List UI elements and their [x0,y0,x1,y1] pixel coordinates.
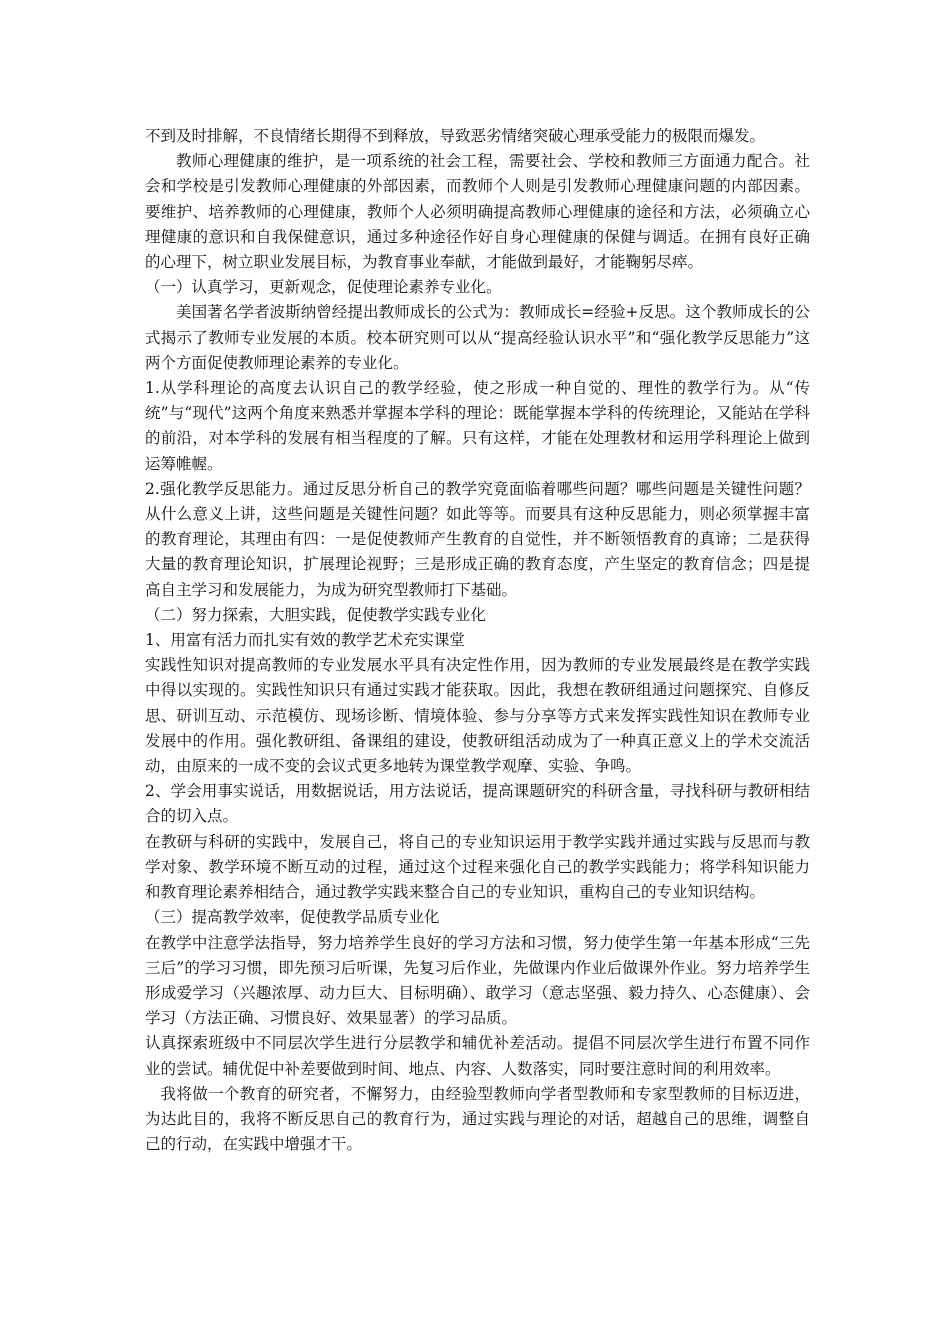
paragraph-research-practice: 在教研与科研的实践中，发展自己，将自己的专业知识运用于教学实践并通过实践与反思而与教学对象、教学环境不断互动的过程，通过这个过程来强化自己的教学实践能力；将学科知识能力和教育理论素养相结合，通过教学实践来整合自己的专业知识，重构自己的专业知识结构。 [145,832,810,902]
paragraph-study-methods: 在教学中注意学法指导，努力培养学生良好的学习方法和习惯，努力使学生第一年基本形成“三先三后”的学习习惯，即先预习后听课，先复习后作业，先做课内作业后做课外作业。努力培养学生形成爱学习（兴趣浓厚、动力巨大、目标明确）、敢学习（意志坚强、毅力持久、心态健康）、会学习（方法正确、习惯良好、效果显著）的学习品质。 [145,933,810,1028]
paragraph-tiered-teaching: 认真探索班级中不同层次学生进行分层教学和辅优补差活动。提倡不同层次学生进行布置不同作业的尝试。辅优促中补差要做到时间、地点、内容、人数落实，同时要注意时间的利用效率。 [145,1034,810,1078]
subheading-2-2: 2、学会用事实说话，用数据说话，用方法说话，提高课题研究的科研含量，寻找科研与教研相结合的切入点。 [145,782,810,826]
section-heading-1: （一）认真学习，更新观念，促使理论素养专业化。 [145,278,502,297]
paragraph-teacher-mental-health: 教师心理健康的维护，是一项系统的社会工程，需要社会、学校和教师三方面通力配合。社会和学校是引发教师心理健康的外部因素，而教师个人则是引发教师心理健康问题的内部因素。要维护、培养教师的心理健康，教师个人必须明确提高教师心理健康的途径和方法，必须确立心理健康的意识和自我保健意识，通过多种途径作好自身心理健康的保健与调适。在拥有良好正确的心理下，树立职业发展目标，为教育事业奉献，才能做到最好，才能鞠躬尽瘁。 [145,152,810,272]
section-heading-2: （二）努力探索，大胆实践，促使教学实践专业化 [145,605,487,624]
paragraph-item-1-theory: 1.从学科理论的高度去认识自己的教学经验，使之形成一种自觉的、理性的教学行为。从“传统”与“现代”这两个角度来熟悉并掌握本学科的理论：既能掌握本学科的传统理论，又能站在学科的前沿，对本学科的发展有相当程度的了解。只有这样，才能在处理教材和运用学科理论上做到运筹帷幄。 [145,379,810,473]
paragraph-conclusion: 我将做一个教育的研究者，不懈努力，由经验型教师向学者型教师和专家型教师的目标迈进，为达此目的，我将不断反思自己的教育行为，通过实践与理论的对话，超越自己的思维，调整自己的行动，在实践中增强才干。 [145,1084,810,1154]
subheading-2-1: 1、用富有活力而扎实有效的教学艺术充实课堂 [145,631,465,650]
paragraph-posner-formula: 美国著名学者波斯纳曾经提出教师成长的公式为：教师成长=经验+反思。这个教师成长的公式揭示了教师专业发展的本质。校本研究则可以从“提高经验认识水平”和“强化教学反思能力”这两个方面促使教师理论素养的专业化。 [145,303,810,372]
paragraph-practical-knowledge: 实践性知识对提高教师的专业发展水平具有决定性作用，因为教师的专业发展最终是在教学实践中得以实现的。实践性知识只有通过实践才能获取。因此，我想在教研组通过问题探究、自修反思、研训互动、示范模仿、现场诊断、情境体验、参与分享等方式来发挥实践性知识在教师专业发展中的作用。强化教研组、备课组的建设，使教研组活动成为了一种真正意义上的学术交流活动，由原来的一成不变的会议式更多地转为课堂教学观摩、实验、争鸣。 [145,656,810,776]
paragraph-continuation: 不到及时排解，不良情绪长期得不到释放，导致恶劣情绪突破心理承受能力的极限而爆发。 [145,127,766,145]
section-heading-3: （三）提高教学效率，促使教学品质专业化 [145,908,440,927]
document-page [145,124,810,1157]
paragraph-item-2-reflection: 2.强化教学反思能力。通过反思分析自己的教学究竟面临着哪些问题？哪些问题是关键性问题？从什么意义上讲，这些问题是关键性问题？如此等等。而要具有这种反思能力，则必须掌握丰富的教育理论，其理由有四：一是促使教师产生教育的自觉性，并不断领悟教育的真谛；二是获得大量的教育理论知识，扩展理论视野；三是形成正确的教育态度，产生坚定的教育信念；四是提高自主学习和发展能力，为成为研究型教师打下基础。 [145,479,810,599]
